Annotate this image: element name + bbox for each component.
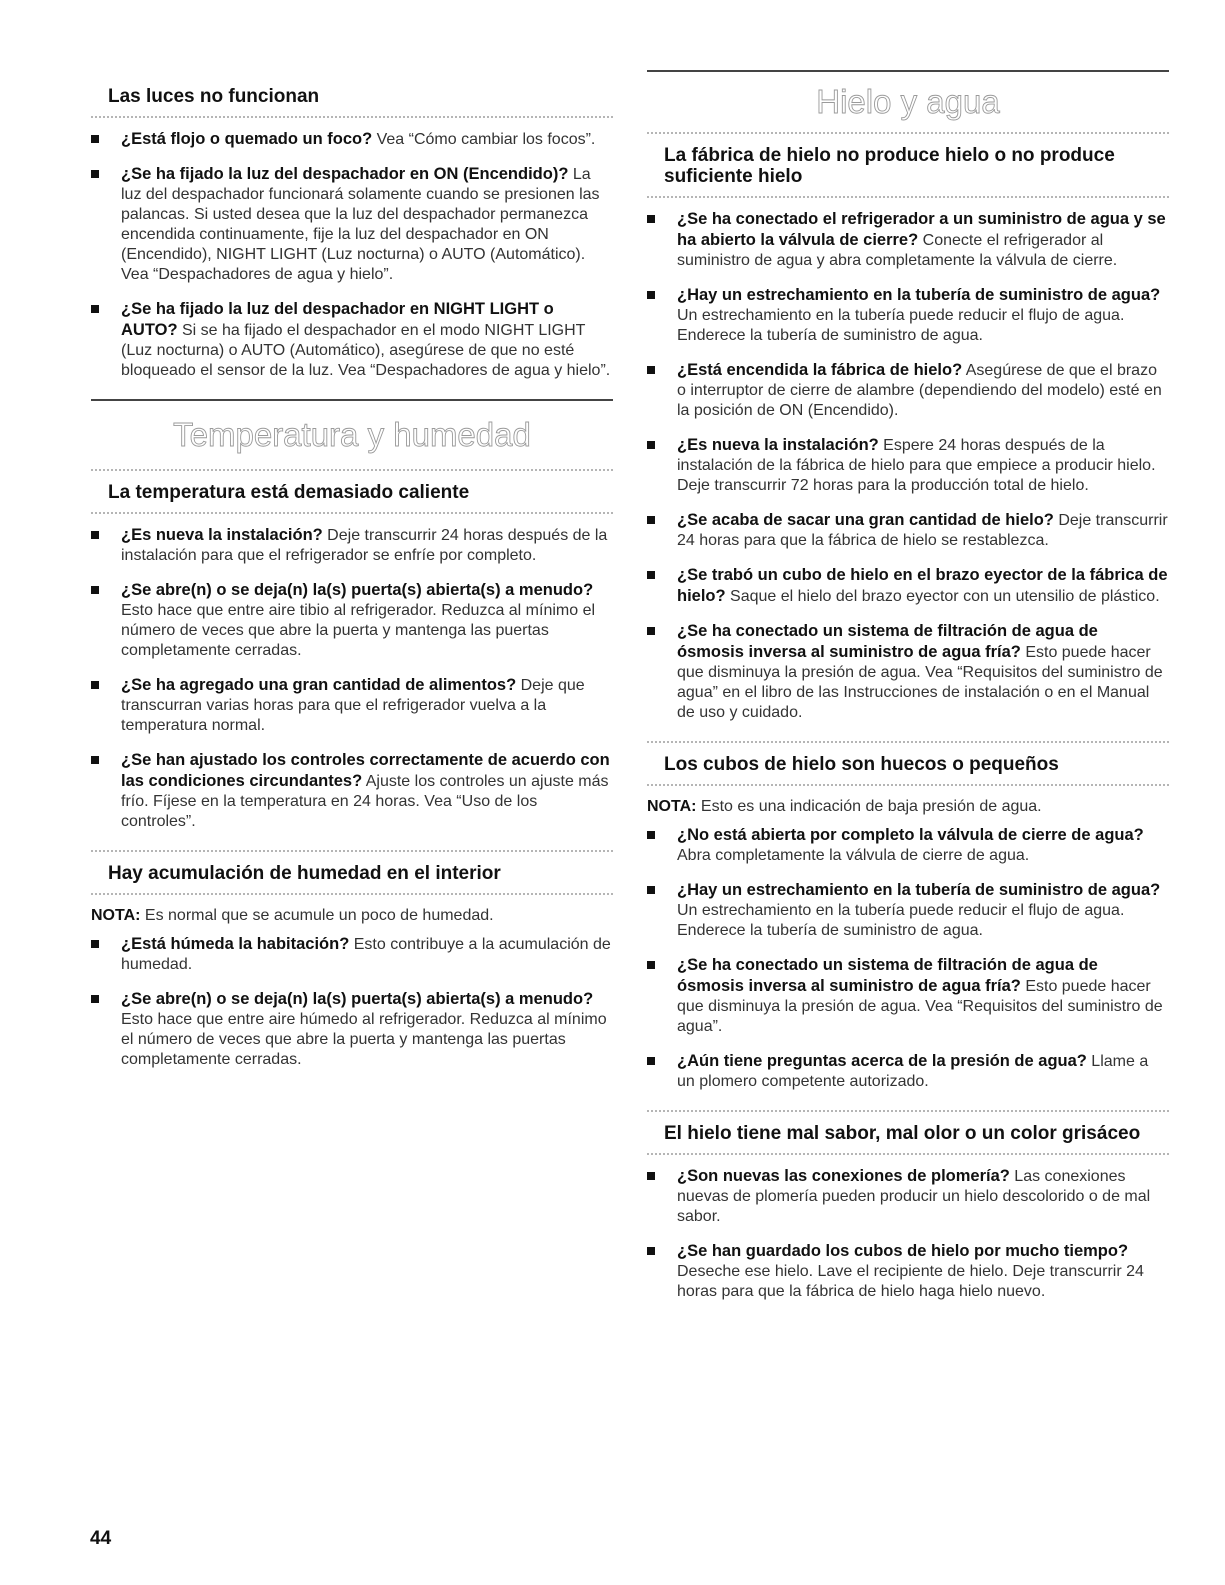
left-column — [91, 66, 613, 1084]
list-item: ¿Es nueva la instalación? Espere 24 horas después de la instalación de la fábrica de hielo para que empiece a producir hielo. Deje transcurrir 72 horas para la producción total de hielo. — [647, 435, 1169, 496]
list-item: ¿Se ha fijado la luz del despachador en NIGHT LIGHT o AUTO? Si se ha fijado el despachador en el modo NIGHT LIGHT (Luz nocturna) o AUTO (Automático), asegúrese de que no esté bloqueado el sensor de la luz. Vea “Despachadores de agua y hielo”. — [91, 299, 613, 381]
list-ice-cubes — [647, 825, 1169, 1092]
note-ice-cubes: NOTA: Esto es una indicación de baja presión de agua. — [647, 798, 1042, 815]
list-ice-taste — [647, 1166, 1169, 1302]
list-item: ¿Está húmeda la habitación? Esto contribuye a la acumulación de humedad. — [91, 934, 613, 975]
right-column — [647, 70, 1169, 1316]
heading-lights: Las luces no funcionan — [91, 66, 613, 118]
page-number: 44 — [90, 1528, 112, 1549]
list-item: ¿Se ha agregado una gran cantidad de alimentos? Deje que transcurran varias horas para que el refrigerador vuelva a la temperatura normal. — [91, 675, 613, 736]
list-item: ¿Aún tiene preguntas acerca de la presión de agua? Llame a un plomero competente autorizado. — [647, 1051, 1169, 1092]
section-title-ice-water: Hielo y agua — [816, 83, 1000, 120]
list-item: ¿Se ha conectado un sistema de filtración de agua de ósmosis inversa al suministro de agua fría? Esto puede hacer que disminuya la presión de agua. Vea “Requisitos del suministro de agua”. — [647, 955, 1169, 1037]
list-item: ¿Es nueva la instalación? Deje transcurrir 24 horas después de la instalación para que el refrigerador se enfríe por completo. — [91, 525, 613, 566]
heading-ice-cubes: Los cubos de hielo son huecos o pequeños — [647, 741, 1169, 786]
heading-temperature: La temperatura está demasiado caliente — [91, 469, 613, 514]
list-item: ¿Son nuevas las conexiones de plomería? Las conexiones nuevas de plomería pueden producir un hielo descolorido o de mal sabor. — [647, 1166, 1169, 1227]
list-item: ¿Se han ajustado los controles correctamente de acuerdo con las condiciones circundantes? Ajuste los controles un ajuste más frío. Fíjese en la temperatura en 24 horas. Vea “Uso de los controles”. — [91, 750, 613, 832]
list-item: ¿Se han guardado los cubos de hielo por mucho tiempo? Deseche ese hielo. Lave el recipiente de hielo. Deje transcurrir 24 horas para que la fábrica de hielo haga hielo nuevo. — [647, 1241, 1169, 1302]
heading-ice-taste: El hielo tiene mal sabor, mal olor o un color grisáceo — [647, 1110, 1169, 1155]
section-title-temperature: Temperatura y humedad — [173, 416, 531, 453]
list-item: ¿Está encendida la fábrica de hielo? Asegúrese de que el brazo o interruptor de cierre de alambre (dependiendo del modelo) esté en la posición de ON (Encendido). — [647, 360, 1169, 421]
list-item: ¿Se acaba de sacar una gran cantidad de hielo? Deje transcurrir 24 horas para que la fábrica de hielo se restablezca. — [647, 510, 1169, 551]
list-item: ¿Se ha fijado la luz del despachador en ON (Encendido)? La luz del despachador funcionará solamente cuando se presionen las palancas. Si usted desea que la luz del despachador permanezca encendida continuamente, fije la luz del despachador en ON (Encendido), NIGHT LIGHT (Luz nocturna) o AUTO (Automático). Vea “Despachadores de agua y hielo”. — [91, 164, 613, 285]
heading-ice-maker: La fábrica de hielo no produce hielo o no produce suficiente hielo — [647, 132, 1169, 198]
list-item: ¿Hay un estrechamiento en la tubería de suministro de agua? Un estrechamiento en la tubería puede reducir el flujo de agua. Enderece la tubería de suministro de agua. — [647, 880, 1169, 941]
list-item: ¿Hay un estrechamiento en la tubería de suministro de agua? Un estrechamiento en la tubería puede reducir el flujo de agua. Enderece la tubería de suministro de agua. — [647, 285, 1169, 346]
list-humidity — [91, 934, 613, 1070]
list-temperature — [91, 525, 613, 832]
list-item: ¿Se abre(n) o se deja(n) la(s) puerta(s) abierta(s) a menudo? Esto hace que entre aire tibio al refrigerador. Reduzca al mínimo el número de veces que abre la puerta y mantenga las puertas completamente cerradas. — [91, 580, 613, 661]
note-humidity: NOTA: Es normal que se acumule un poco de humedad. — [91, 907, 494, 924]
list-item: ¿Está flojo o quemado un foco? Vea “Cómo cambiar los focos”. — [91, 129, 613, 150]
heading-humidity: Hay acumulación de humedad en el interior — [91, 850, 613, 895]
list-item: ¿Se trabó un cubo de hielo en el brazo eyector de la fábrica de hielo? Saque el hielo del brazo eyector con un utensilio de plástico. — [647, 565, 1169, 607]
list-item: ¿Se abre(n) o se deja(n) la(s) puerta(s) abierta(s) a menudo? Esto hace que entre aire húmedo al refrigerador. Reduzca al mínimo el número de veces que abre la puerta y mantenga las puertas completamente cerradas. — [91, 989, 613, 1070]
list-ice-maker — [647, 209, 1169, 723]
list-lights — [91, 129, 613, 381]
list-item: ¿No está abierta por completo la válvula de cierre de agua? Abra completamente la válvula de cierre de agua. — [647, 825, 1169, 866]
list-item: ¿Se ha conectado un sistema de filtración de agua de ósmosis inversa al suministro de agua fría? Esto puede hacer que disminuya la presión de agua. Vea “Requisitos del suministro de agua” en el libro de las Instrucciones de instalación o en el Manual de uso y cuidado. — [647, 621, 1169, 723]
list-item: ¿Se ha conectado el refrigerador a un suministro de agua y se ha abierto la válvula de cierre? Conecte el refrigerador al suministro de agua y abra completamente la válvula de cierre. — [647, 209, 1169, 271]
